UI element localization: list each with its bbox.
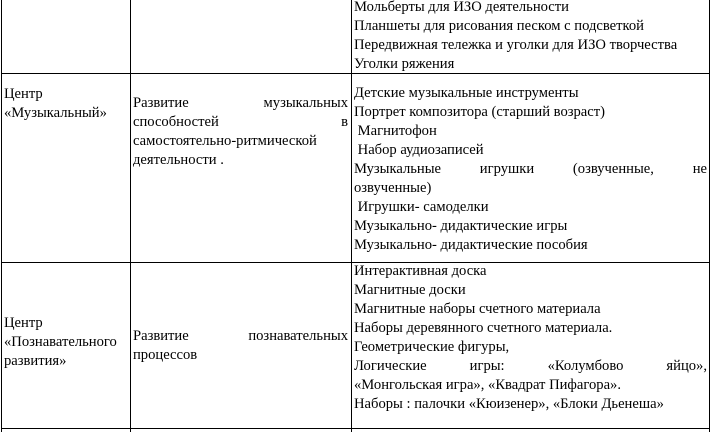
list-item: Геометрические фигуры, (354, 339, 510, 355)
music-goal: Развитие музыкальных способностей в самостоятельно-ритмической деятельности . (133, 95, 348, 168)
table-border-col2 (351, 0, 352, 432)
list-item: Музыкально- дидактические пособия (354, 237, 588, 253)
table-border-col1 (130, 0, 131, 432)
list-item: Интерактивная доска (354, 263, 487, 279)
list-item: Магнитные наборы счетного материала (354, 301, 601, 317)
list-item: Набор аудиозаписей (354, 142, 484, 158)
list-item: Музыкальные игрушки (озвученные, не (354, 161, 707, 177)
music-center-name: Центр «Музыкальный» (4, 86, 107, 121)
list-item: Магнитофон (354, 123, 437, 139)
list-item: Логические игры: «Колумбово яйцо», (354, 358, 707, 374)
list-item: «Монгольская игра», «Квадрат Пифагора». (354, 377, 622, 393)
cognitive-items-cell (354, 262, 707, 414)
row-divider-3 (1, 428, 710, 429)
list-item: озвученные) (354, 180, 432, 196)
list-item: Наборы : палочки «Кюизенер», «Блоки Дьенеша» (354, 396, 664, 412)
list-item: Наборы деревянного счетного материала. (354, 320, 613, 336)
music-items-cell (354, 84, 707, 255)
cognitive-center-name: Центр «Познавательного развития» (4, 315, 117, 369)
table-border-right (709, 0, 710, 432)
table-border-left (1, 0, 2, 432)
list-item: Игрушки- самоделки (354, 199, 489, 215)
continuation-items-cell (354, 0, 706, 74)
list-item: Магнитные доски (354, 282, 466, 298)
list-item: Мольберты для ИЗО деятельности (354, 0, 569, 15)
list-item: Уголки ряжения (354, 56, 455, 72)
list-item: Планшеты для рисования песком с подсветкой (354, 18, 644, 34)
list-item: Музыкально- дидактические игры (354, 218, 568, 234)
list-item: Передвижная тележка и уголки для ИЗО творчества (354, 37, 678, 53)
list-item: Портрет композитора (старший возраст) (354, 104, 606, 120)
list-item: Детские музыкальные инструменты (354, 85, 579, 101)
cognitive-goal: Развитие познавательных процессов (133, 328, 348, 363)
